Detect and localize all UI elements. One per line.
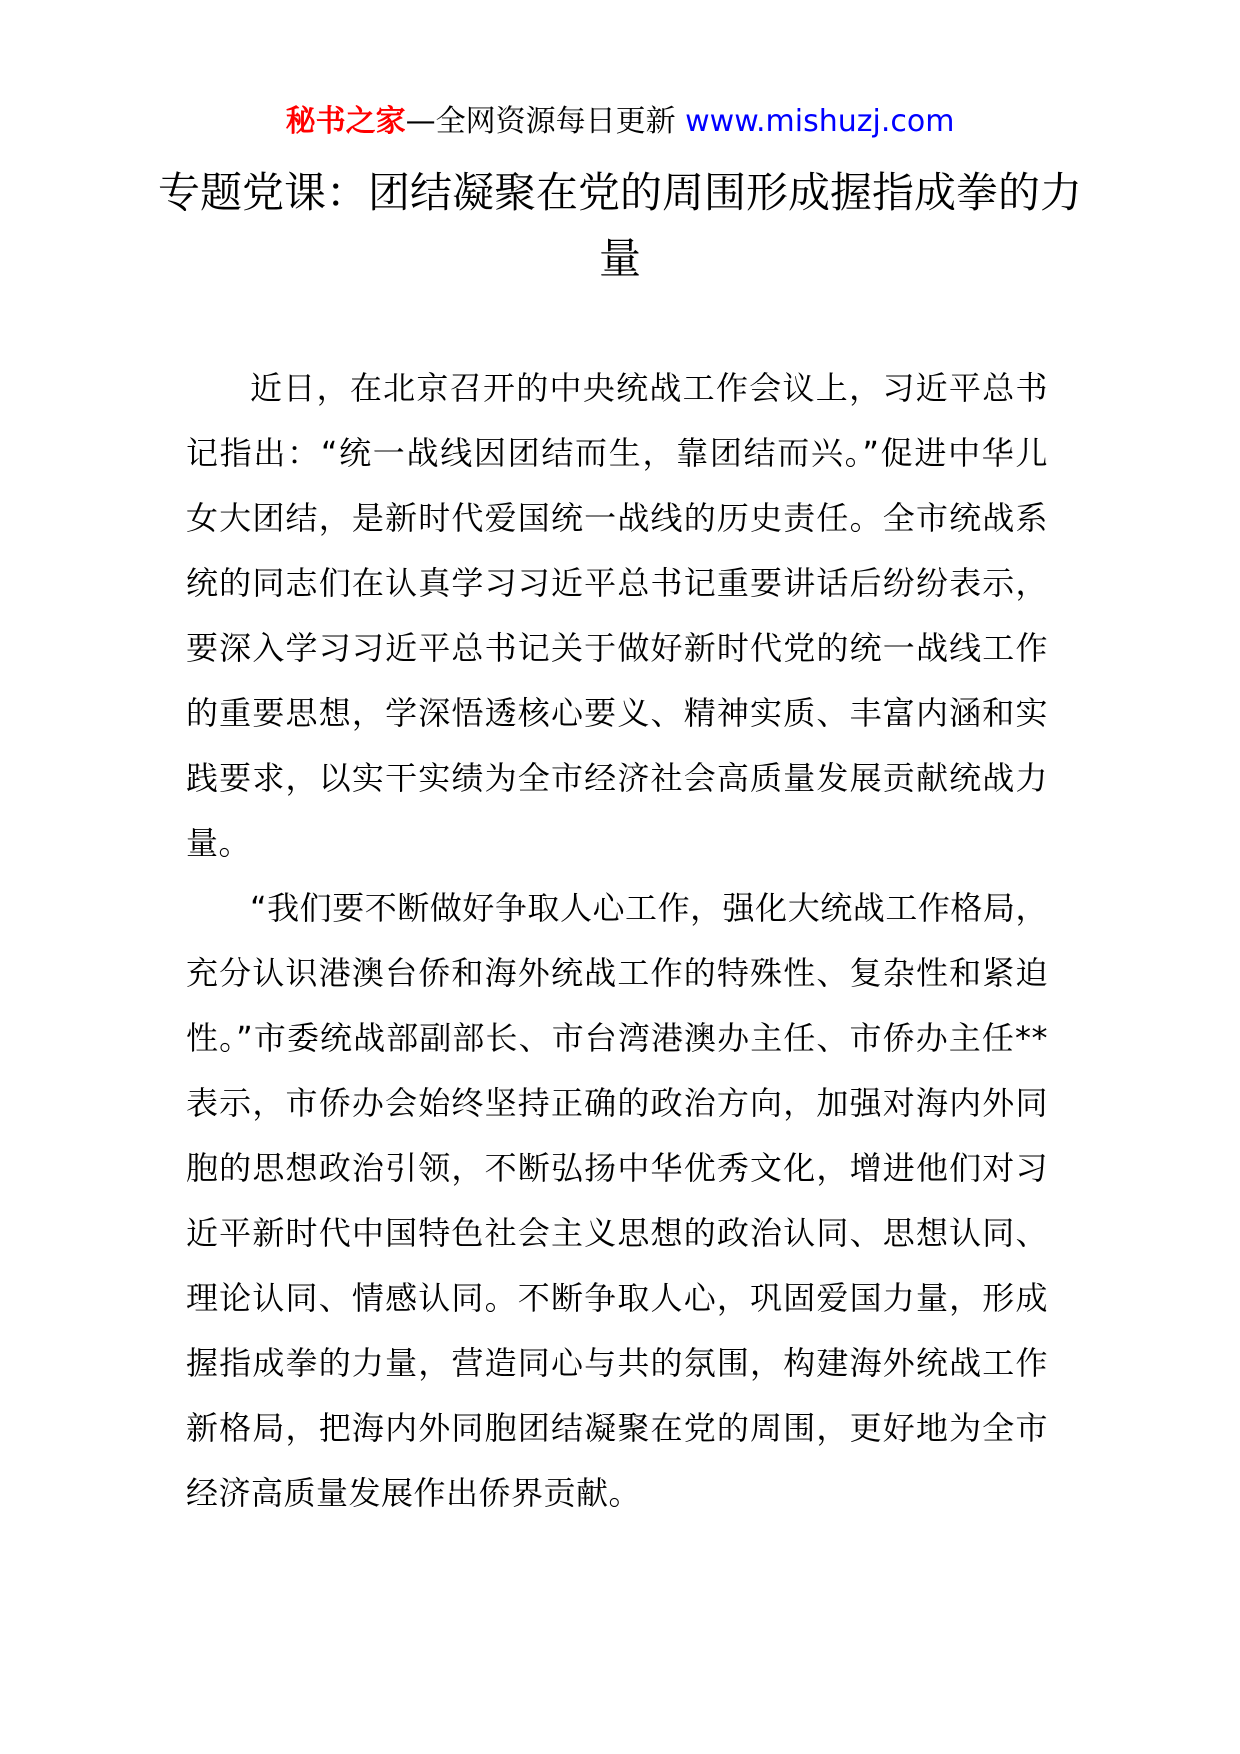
paragraph: 近日，在北京召开的中央统战工作会议上，习近平总书记指出：“统一战线因团结而生，靠团结而兴。”促进中华儿女大团结，是新时代爱国统一战线的历史责任。全市统战系统的同志们在认真学习习近平总书记重要讲话后纷纷表示，要深入学习习近平总书记关于做好新时代党的统一战线工作的重要思想，学深悟透核心要义、精神实质、丰富内涵和实践要求，以实干实绩为全市经济社会高质量发展贡献统战力量。 (186, 369, 1048, 862)
header-tagline: —全网资源每日更新 (405, 104, 686, 139)
paragraph: “我们要不断做好争取人心工作，强化大统战工作格局，充分认识港澳台侨和海外统战工作的特殊性、复杂性和紧迫性。”市委统战部副部长、市台湾港澳办主任、市侨办主任**表示，市侨办会始终坚持正确的政治方向，加强对海内外同胞的思想政治引领，不断弘扬中华优秀文化，增进他们对习近平新时代中国特色社会主义思想的政治认同、思想认同、理论认同、情感认同。不断争取人心，巩固爱国力量，形成握指成拳的力量，营造同心与共的氛围，构建海外统战工作新格局，把海内外同胞团结凝聚在党的周围，更好地为全市经济高质量发展作出侨界贡献。 (186, 889, 1048, 1512)
document-title: 专题党课：团结凝聚在党的周围形成握指成拳的力量 (157, 168, 1082, 283)
brand-name: 秘书之家 (285, 104, 406, 139)
document-body (186, 356, 1048, 1526)
site-url[interactable]: www.mishuzj.com (685, 104, 955, 139)
site-header (0, 100, 1240, 144)
